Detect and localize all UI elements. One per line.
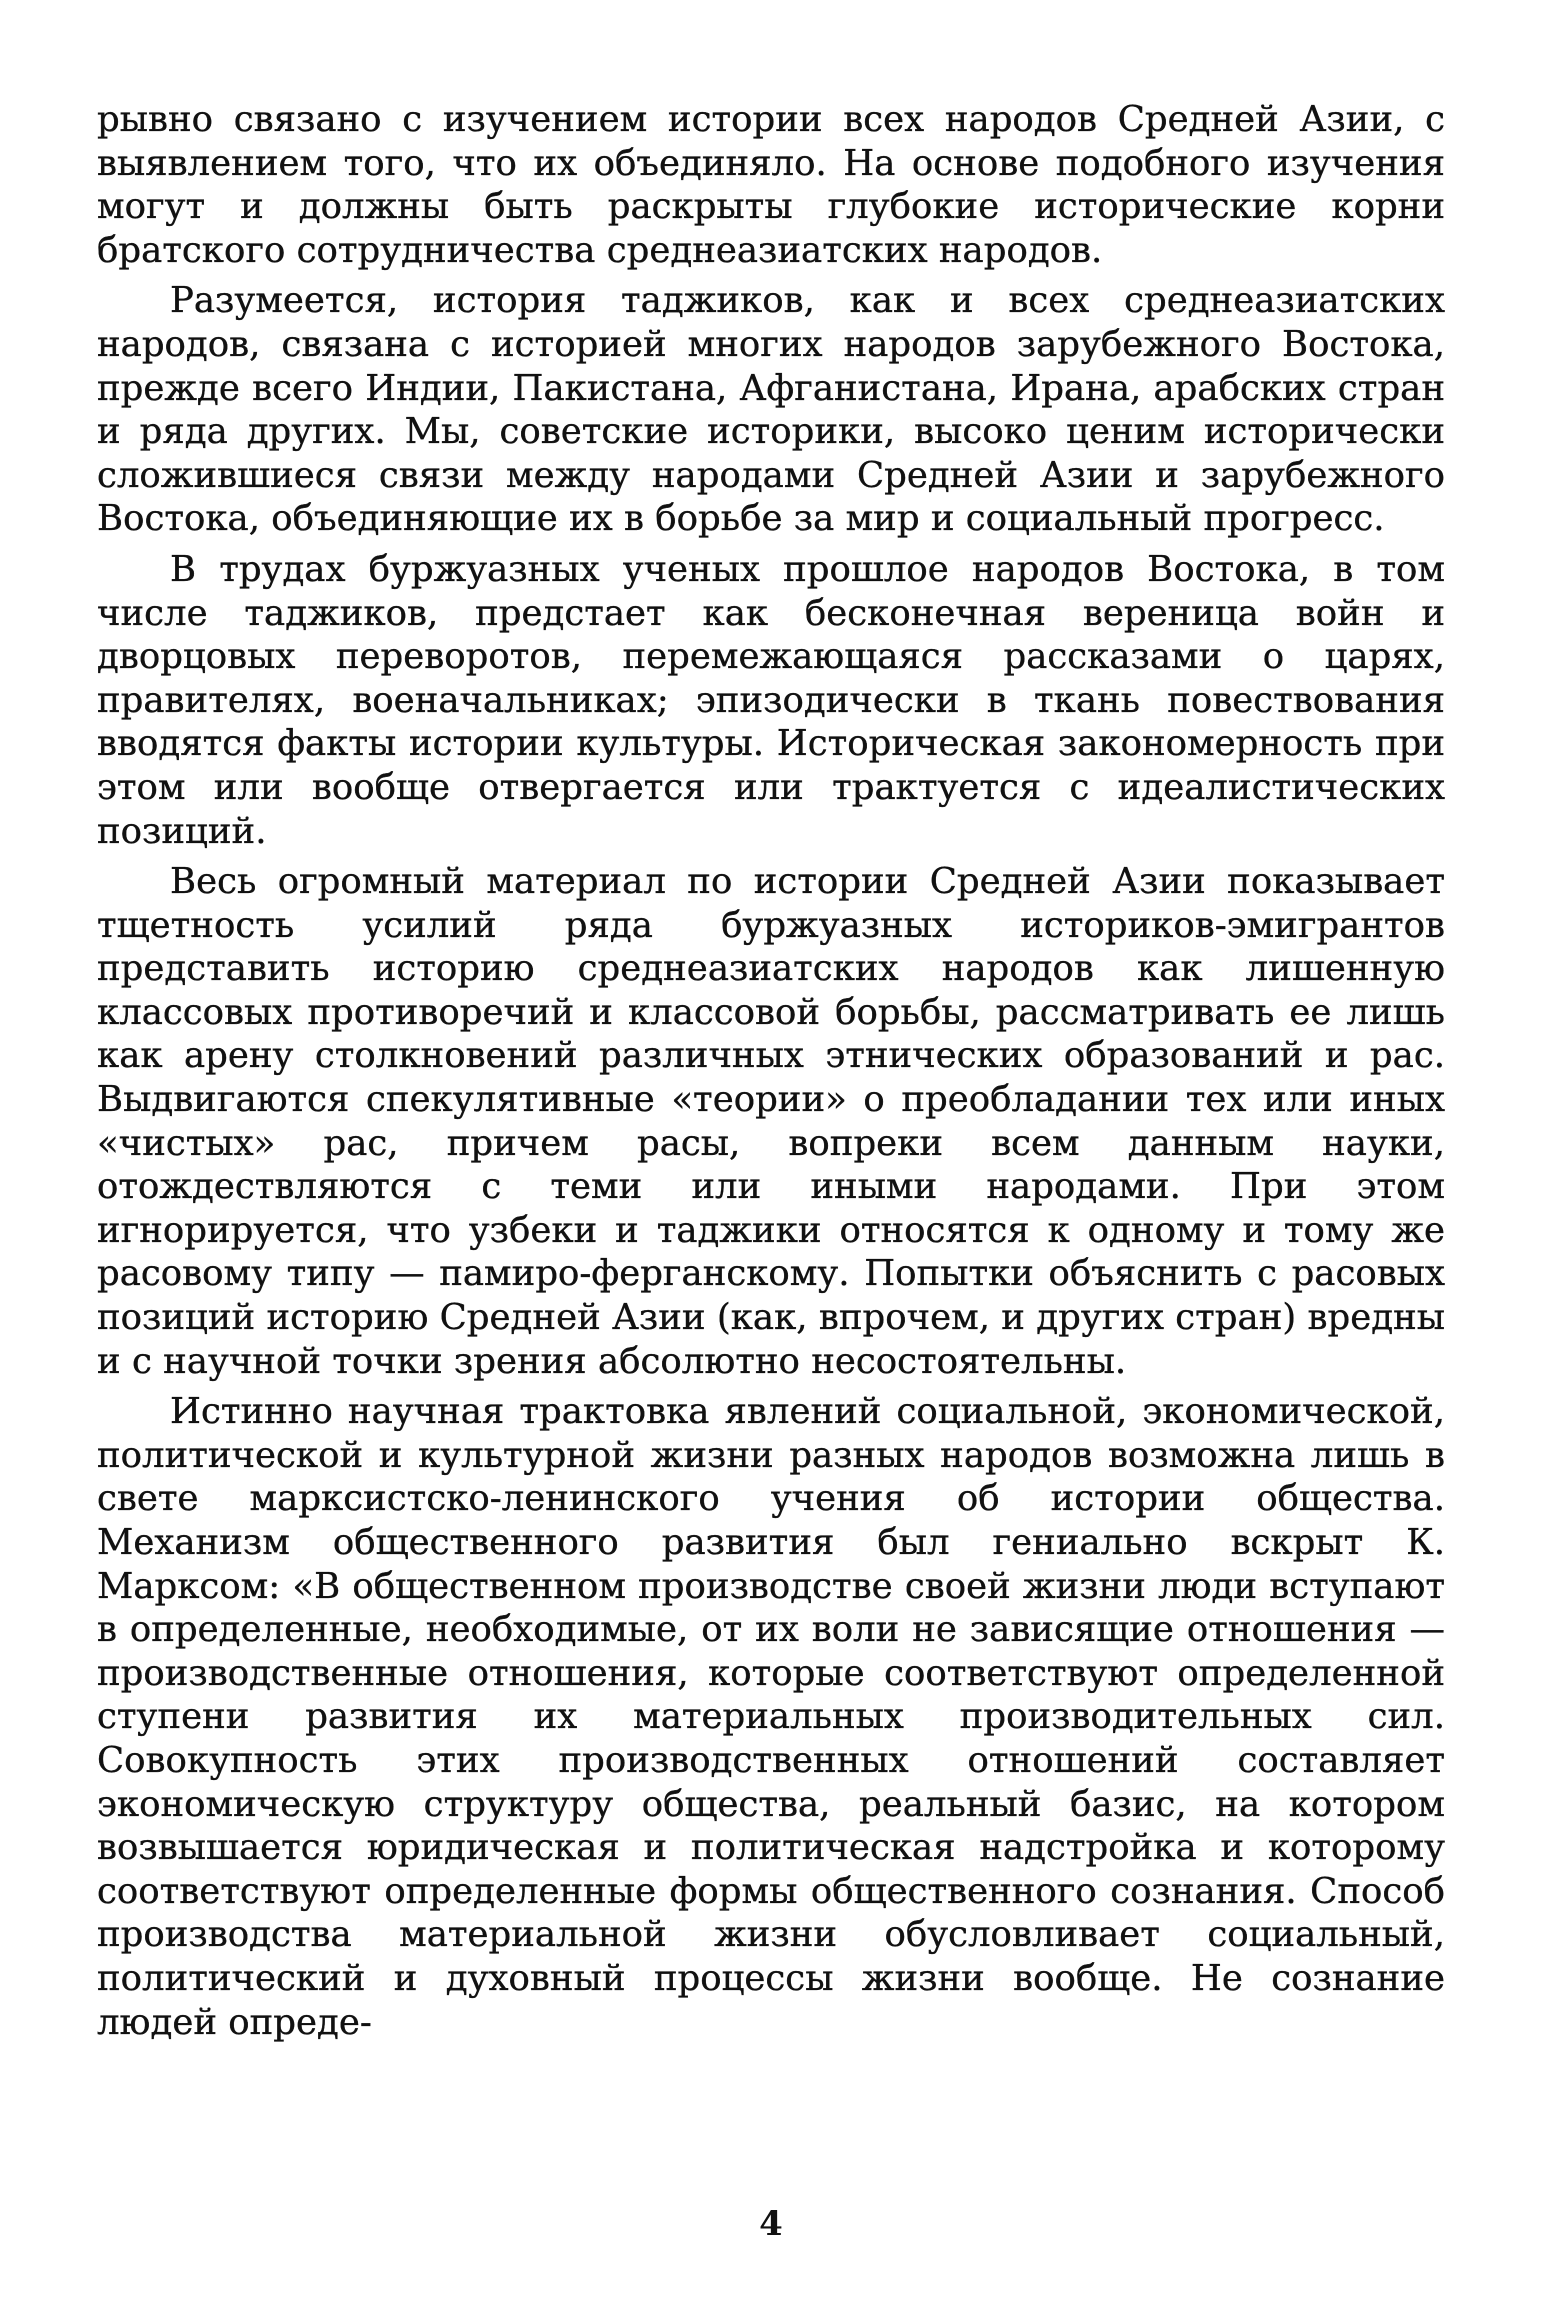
paragraph-1: рывно связано с изучением истории всех народов Средней Азии, с выявлением того, что их объединяло. На основе подобного изучения могут и должны быть раскрыты глубокие исторические корни братского сотрудничества среднеазиатских народов. bbox=[97, 99, 1445, 271]
page-number: 4 bbox=[759, 2204, 783, 2244]
paragraph-2: Разумеется, история таджиков, как и всех среднеазиатских народов, связана с историей многих народов зарубежного Востока, прежде всего Индии, Пакистана, Афганистана, Ирана, арабских стран и ряда других. Мы, советские историки, высоко ценим исторически сложившиеся связи между народами Средней Азии и зарубежного Востока, объединяющие их в борьбе за мир и социальный прогресс. bbox=[97, 280, 1445, 540]
paragraph-3: В трудах буржуазных ученых прошлое народов Востока, в том числе таджиков, предстает как бесконечная вереница войн и дворцовых переворотов, перемежающаяся рассказами о царях, правителях, военачальниках; эпизодически в ткань повествования вводятся факты истории культуры. Историческая закономерность при этом или вообще отвергается или трактуется с идеалистических позиций. bbox=[97, 548, 1445, 852]
page-body-text bbox=[97, 98, 1445, 2044]
paragraph-5: Истинно научная трактовка явлений социальной, экономической, политической и культурной жизни разных народов возможна лишь в свете марксистско-ленинского учения об истории общества. Механизм общественного развития был гениально вскрыт К. Марксом: «В общественном производстве своей жизни люди вступают в определенные, необходимые, от их воли не зависящие отношения — производственные отношения, которые соответствуют определенной ступени развития их материальных производительных сил. Совокупность этих производственных отношений составляет экономическую структуру общества, реальный базис, на котором возвышается юридическая и политическая надстройка и которому соответствуют определенные формы общественного сознания. Способ производства материальной жизни обусловливает социальный, политический и духовный процессы жизни вообще. Не сознание людей опреде- bbox=[97, 1391, 1445, 2043]
paragraph-4: Весь огромный материал по истории Средней Азии показывает тщетность усилий ряда буржуазных историков-эмигрантов представить историю среднеазиатских народов как лишенную классовых противоречий и классовой борьбы, рассматривать ее лишь как арену столкновений различных этнических образований и рас. Выдвигаются спекулятивные «теории» о преобладании тех или иных «чистых» рас, причем расы, вопреки всем данным науки, отождествляются с теми или иными народами. При этом игнорируется, что узбеки и таджики относятся к одному и тому же расовому типу — памиро-ферганскому. Попытки объяснить с расовых позиций историю Средней Азии (как, впрочем, и других стран) вредны и с научной точки зрения абсолютно несостоятельны. bbox=[97, 861, 1445, 1382]
